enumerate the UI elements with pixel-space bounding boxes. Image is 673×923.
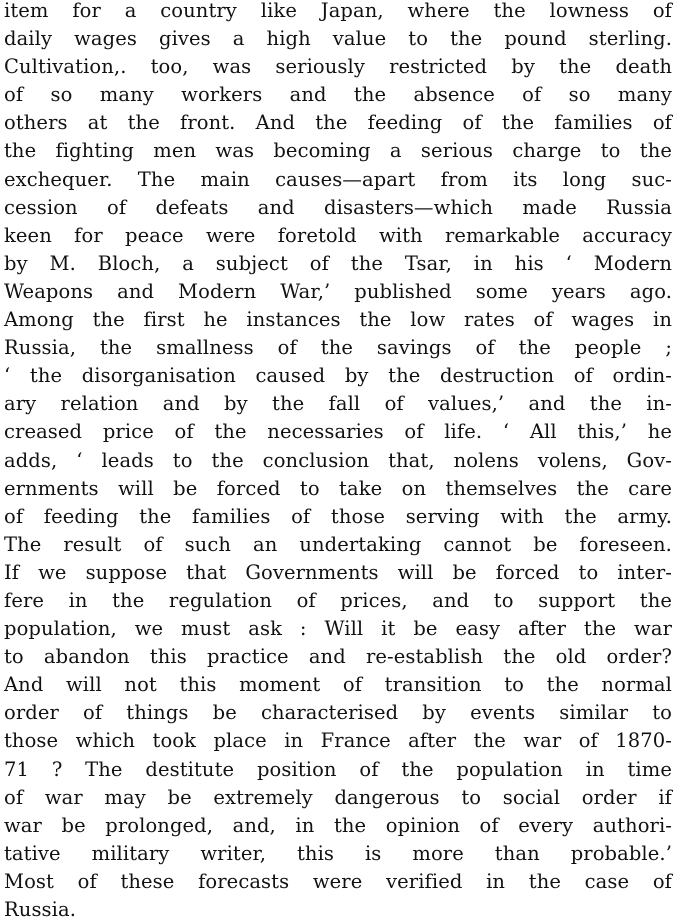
text-line: daily wages gives a high value to the pound sterling. — [4, 27, 672, 51]
text-line: the fighting men was becoming a serious charge to the — [4, 139, 672, 163]
text-line: 71 ? The destitute position of the population in time — [4, 757, 672, 781]
text-line: Weapons and Modern War,’ published some years ago. — [4, 279, 672, 303]
article-body — [4, 0, 672, 923]
text-line: tative military writer, this is more than probable.’ — [4, 841, 672, 865]
text-line: Russia. — [4, 898, 77, 921]
text-line: item for a country like Japan, where the lowness of — [4, 0, 672, 22]
text-line: Russia, the smallness of the savings of the people ; — [4, 336, 672, 360]
text-line: adds, ‘ leads to the conclusion that, nolens volens, Gov- — [4, 448, 672, 472]
text-line: those which took place in France after the war of 1870- — [4, 729, 672, 753]
text-line: order of things be characterised by events similar to — [4, 701, 672, 725]
text-line: cession of defeats and disasters—which made Russia — [4, 195, 672, 219]
text-line: ary relation and by the fall of values,’ and the in- — [4, 392, 672, 416]
text-line: Most of these forecasts were verified in the case of — [4, 869, 672, 893]
text-line: population, we must ask : Will it be easy after the war — [4, 617, 672, 641]
text-line: of feeding the families of those serving with the army. — [4, 504, 672, 528]
text-line: ‘ the disorganisation caused by the destruction of ordin- — [4, 364, 672, 388]
text-line: of so many workers and the absence of so many — [4, 83, 672, 107]
text-line: war be prolonged, and, in the opinion of every authori- — [4, 813, 672, 837]
text-line: Among the first he instances the low rates of wages in — [4, 308, 672, 332]
text-line: by M. Bloch, a subject of the Tsar, in his ‘ Modern — [4, 251, 672, 275]
text-line: to abandon this practice and re-establish the old order? — [4, 645, 672, 669]
text-line: And will not this moment of transition to the normal — [4, 673, 672, 697]
text-line: creased price of the necessaries of life. ‘ All this,’ he — [4, 420, 672, 444]
text-line: keen for peace were foretold with remarkable accuracy — [4, 223, 672, 247]
text-line: exchequer. The main causes—apart from its long suc- — [4, 167, 672, 191]
text-line: ernments will be forced to take on themselves the care — [4, 476, 672, 500]
text-line: The result of such an undertaking cannot be foreseen. — [4, 532, 672, 556]
text-line: others at the front. And the feeding of the families of — [4, 111, 672, 135]
text-line: fere in the regulation of prices, and to support the — [4, 588, 672, 612]
text-line: If we suppose that Governments will be forced to inter- — [4, 560, 672, 584]
text-line: Cultivation,. too, was seriously restricted by the death — [4, 55, 672, 79]
text-line: of war may be extremely dangerous to social order if — [4, 785, 672, 809]
